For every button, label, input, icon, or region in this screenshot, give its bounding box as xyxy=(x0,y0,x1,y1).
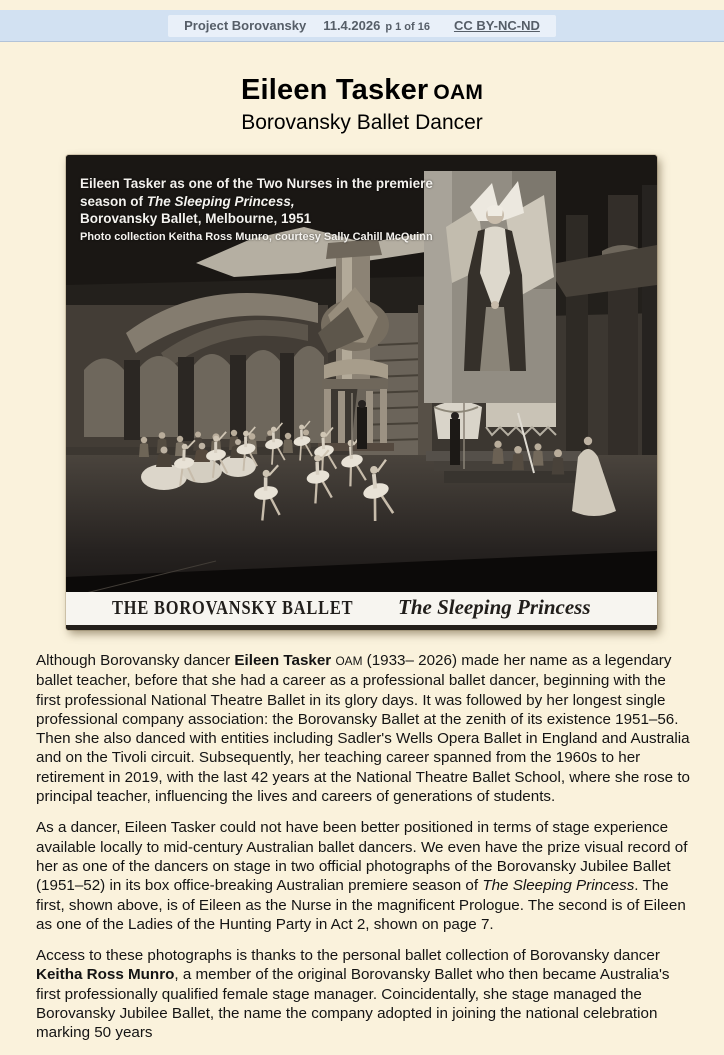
header-date: 11.4.2026 xyxy=(323,18,381,33)
photo-caption-line: Eileen Tasker as one of the Two Nurses in the premiere xyxy=(80,176,433,191)
photo-caption xyxy=(80,175,480,245)
banner-company-title: THE BOROVANSKY BALLET xyxy=(112,597,354,619)
body-paragraph: Access to these photographs is thanks to the personal ballet collection of Borovansky dancer Keitha Ross Munro, a member of the original Borovansky Ballet who then became Australia's first professionally qualified female stage manager. Coincidentally, she stage managed the Borovansky Jubilee Ballet, the name the company adopted in joining the national celebration marking 50 years xyxy=(36,947,670,1042)
page-subtitle: Borovansky Ballet Dancer xyxy=(241,111,483,134)
body-paragraph: Although Borovansky dancer Eileen Tasker OAM (1933– 2026) made her name as a legendary ballet teacher, before that she had a career as a professional ballet dancer, beginning with the first professional National Theatre Ballet in its glory days. It was followed by her longest single professional company association: the Borovansky Ballet at the zenith of its existence 1951–56. Then she also danced with entities including Sadler's Wells Opera Ballet in England and Australia and on the Tivoli circuit. Subsequently, her teaching career spanned from the 1960s to her retirement in 2019, with the last 42 years at the National Theatre Ballet School, where she rose to principal teacher, influencing the lives and careers of generations of students. xyxy=(36,652,690,806)
project-label: Project Borovansky xyxy=(184,18,307,33)
body-paragraph: As a dancer, Eileen Tasker could not have been better positioned in terms of stage experience available locally to mid-century Australian ballet dancers. We even have the prize visual record of her as one of the dancers on stage in two official photographs of the Borovansky Jubilee Ballet (1951–52) in its box office-breaking Australian premiere season of The Sleeping Princess. The first, shown above, is of Eileen as the Nurse in the magnificent Prologue. The second is of Eileen as one of the Ladies of the Hunting Party in Act 2, shown on page 7. xyxy=(36,819,688,933)
page-number: p 1 of 16 xyxy=(385,21,430,33)
header-text-strip xyxy=(168,15,556,37)
photo-banner xyxy=(66,592,657,625)
photo-bottom-edge xyxy=(66,625,657,630)
title-honorific: OAM xyxy=(433,81,484,104)
license-link[interactable]: CC BY-NC-ND xyxy=(453,18,540,33)
page-title xyxy=(0,74,724,109)
document-header-bar xyxy=(0,10,724,42)
photo-caption-line: season of The Sleeping Princess, xyxy=(80,193,295,209)
page-title-name: Eileen Tasker xyxy=(240,74,429,106)
banner-production-title: The Sleeping Princess xyxy=(398,595,591,619)
ballet-photo xyxy=(66,155,657,630)
photo-caption-line: Borovansky Ballet, Melbourne, 1951 xyxy=(80,211,312,226)
photo-credit: Photo collection Keitha Ross Munro, courtesy Sally Cahill McQuinn xyxy=(80,230,433,243)
article-body xyxy=(36,651,694,1055)
title-block xyxy=(0,74,724,135)
